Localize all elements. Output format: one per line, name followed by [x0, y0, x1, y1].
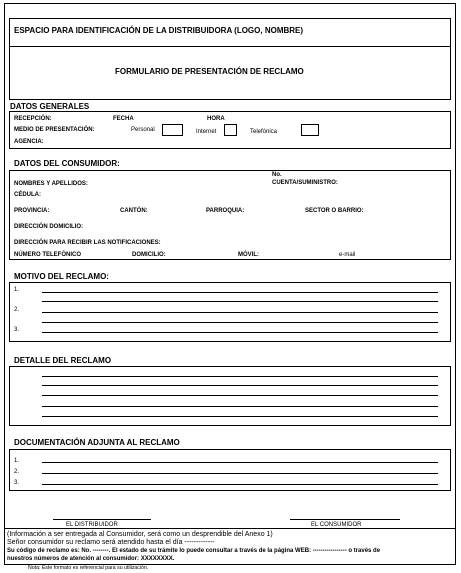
documentacion-item-3: 3. [14, 480, 20, 486]
no-label: No. [272, 172, 282, 178]
hora-label: HORA [207, 116, 225, 122]
personal-label: Personal [131, 127, 155, 133]
detalle-line[interactable] [42, 395, 438, 396]
canton-label: CANTÓN: [120, 208, 148, 214]
fecha-label: FECHA [113, 116, 134, 122]
documentacion-line[interactable] [42, 473, 438, 474]
documentacion-line[interactable] [42, 462, 438, 463]
telefonica-checkbox[interactable] [301, 124, 319, 136]
cedula-label: CÉDULA: [14, 192, 41, 198]
motivo-line[interactable] [42, 332, 438, 333]
consumidor-signature-line[interactable] [290, 519, 400, 520]
motivo-line[interactable] [42, 301, 438, 302]
detalle-box [9, 366, 451, 426]
recepcion-label: RECEPCIÓN: [14, 116, 52, 122]
datos-consumidor-heading: DATOS DEL CONSUMIDOR: [14, 159, 120, 168]
motivo-line[interactable] [42, 292, 438, 293]
parroquia-label: PARROQUIA: [206, 208, 245, 214]
direccion-notificaciones-label: DIRECCIÓN PARA RECIBIR LAS NOTIFICACIONES: [14, 240, 161, 246]
internet-checkbox[interactable] [224, 124, 237, 136]
motivo-heading: MOTIVO DEL RECLAMO: [14, 272, 109, 281]
agencia-label: AGENCIA: [14, 139, 44, 145]
header-divider [9, 46, 451, 47]
motivo-item-2: 2. [14, 307, 20, 313]
datos-generales-heading: DATOS GENERALES [10, 102, 90, 111]
documentacion-item-1: 1. [14, 458, 20, 464]
telefonica-label: Telefónica [250, 129, 278, 135]
detalle-line[interactable] [42, 376, 438, 377]
footer-phone-line: nuestros números de atención al consumidor: XXXXXXXX. [7, 556, 175, 562]
internet-label: Internet [196, 129, 217, 135]
personal-checkbox[interactable] [162, 124, 183, 136]
footer-info-line: (Información a ser entregada al Consumidor, será como un desprendible del Anexo 1) [7, 531, 273, 538]
telefono-label: NÚMERO TELEFÓNICO [14, 252, 81, 258]
motivo-item-3: 3. [14, 327, 20, 333]
domicilio-label: DOMICILIO: [132, 252, 166, 258]
distribuidor-signature-line[interactable] [53, 519, 151, 520]
distribuidor-signature-label: EL DISTRIBUIDOR [66, 522, 118, 528]
movil-label: MÓVIL: [238, 252, 259, 258]
detalle-heading: DETALLE DEL RECLAMO [14, 356, 112, 365]
detalle-line[interactable] [42, 416, 438, 417]
cuenta-label: CUENTA/SUMINISTRO: [272, 180, 338, 186]
distributor-id-title: ESPACIO PARA IDENTIFICACIÓN DE LA DISTRIBUIDORA (LOGO, NOMBRE) [14, 26, 304, 35]
sector-label: SECTOR O BARRIO: [305, 208, 364, 214]
documentacion-heading: DOCUMENTACIÓN ADJUNTA AL RECLAMO [14, 438, 180, 447]
medio-label: MEDIO DE PRESENTACIÓN: [14, 127, 95, 133]
footer-attention-line: Señor consumidor su reclamo será atendido hasta el día ------------- [7, 539, 215, 546]
footer-code-line: Su código de reclamo es: No. --------. El estado de su trámite lo puede consultar a través de la página WEB: ----------------- o través de [7, 548, 381, 554]
detalle-line[interactable] [42, 406, 438, 407]
motivo-line[interactable] [42, 312, 438, 313]
footer-note: Nota: Este formato es referencial para su utilización. [28, 565, 149, 571]
documentacion-line[interactable] [42, 484, 438, 485]
consumidor-signature-label: EL CONSUMIDOR [311, 522, 362, 528]
email-label: e-mail [339, 252, 356, 258]
motivo-item-1: 1. [14, 287, 20, 293]
nombres-label: NOMBRES Y APELLIDOS: [14, 181, 88, 187]
form-title: FORMULARIO DE PRESENTACIÓN DE RECLAMO [115, 67, 304, 76]
provincia-label: PROVINCIA: [14, 208, 50, 214]
detalle-line[interactable] [42, 385, 438, 386]
documentacion-item-2: 2. [14, 469, 20, 475]
direccion-domicilio-label: DIRECCIÓN DOMICILIO: [14, 224, 83, 230]
motivo-line[interactable] [42, 322, 438, 323]
